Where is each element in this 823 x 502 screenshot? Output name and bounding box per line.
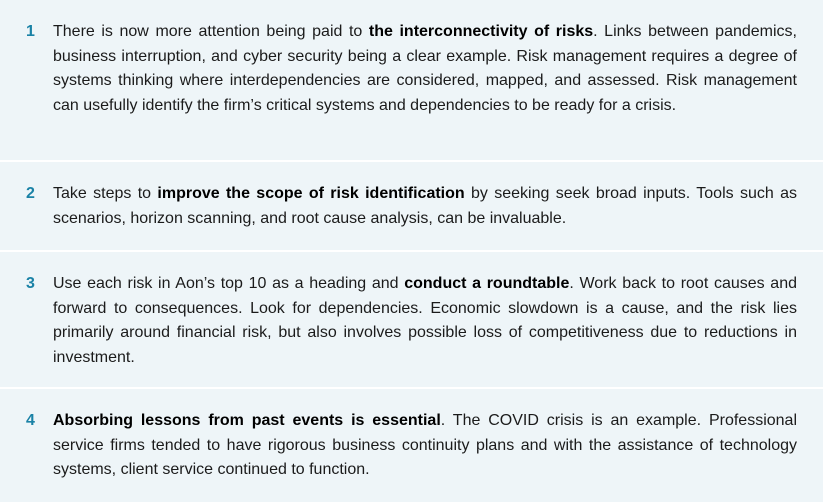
item-text-before: Take steps to bbox=[53, 185, 158, 203]
item-number: 3 bbox=[26, 275, 35, 292]
item-number: 1 bbox=[26, 23, 35, 40]
item-text-after: . Work back to root causes and forward to consequences. Look for dependencies. Economic slowdown is a cause, and the risk lies primarily around financial risk, but also involves possible loss of competitiveness due to reductions in investment. bbox=[53, 275, 798, 366]
item-number: 2 bbox=[26, 185, 35, 203]
list-item bbox=[0, 0, 823, 160]
item-text bbox=[53, 182, 797, 231]
item-text bbox=[53, 20, 797, 118]
item-text-bold: Absorbing lessons from past events is essential bbox=[53, 412, 441, 430]
item-number: 4 bbox=[26, 412, 35, 430]
item-text bbox=[53, 272, 797, 370]
item-text bbox=[53, 409, 797, 483]
list-item bbox=[0, 389, 823, 502]
list-item bbox=[0, 252, 823, 387]
item-text-before: Use each risk in Aon’s top 10 as a heading and bbox=[53, 275, 405, 292]
item-text-after: . Links between pandemics, business interruption, and cyber security being a clear example. Risk management requires a degree of systems thinking where interdependencies are considered, mapped, and assessed. Risk management can usefully identify the firm’s critical systems and dependencies to be ready for a crisis. bbox=[53, 23, 797, 114]
item-text-bold: improve the scope of risk identification bbox=[157, 185, 465, 203]
item-text-before: There is now more attention being paid to bbox=[53, 23, 369, 40]
item-text-bold: the interconnectivity of risks bbox=[368, 23, 594, 40]
item-text-after: by seeking seek broad inputs. Tools such as scenarios, horizon scanning, and root cause analysis, can be invaluable. bbox=[53, 185, 797, 227]
list-item bbox=[0, 162, 823, 250]
item-text-after: . The COVID crisis is an example. Professional service firms tended to have rigorous business continuity plans and with the assistance of technology systems, client service continued to function. bbox=[53, 412, 797, 479]
item-text-bold: conduct a roundtable bbox=[404, 275, 570, 292]
